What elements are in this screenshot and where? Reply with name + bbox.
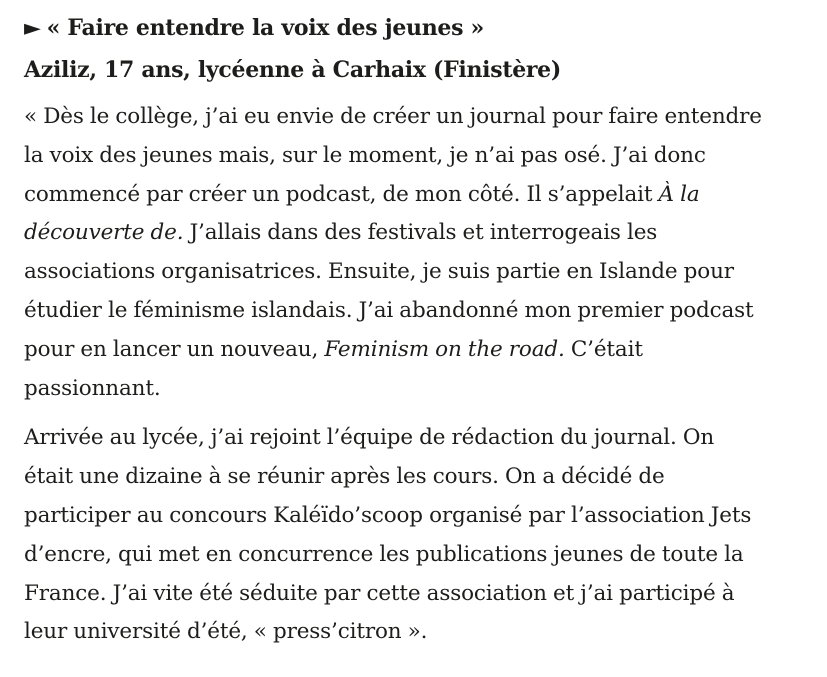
paragraph-2-line-1: Arrivée au lycée, j’ai rejoint l’équipe de rédaction du journal. On [24,425,715,451]
podcast-title-part-2: découverte de. [24,220,184,246]
paragraph-1-line-2: la voix des jeunes mais, sur le moment, je n’ai pas osé. J’ai donc [24,142,706,168]
paragraph-1-line-4-text: J’allais dans des festivals et interrogeais les [183,220,658,246]
paragraph-2-line-6: leur université d’été, « press’citron ». [24,619,428,645]
paragraph-1 [24,98,814,408]
paragraph-1-line-5: associations organisatrices. Ensuite, je suis partie en Islande pour [24,259,734,285]
section-heading [24,10,827,46]
podcast-title-part-1: À la [658,181,700,207]
paragraph-2-line-5: France. J’ai vite été séduite par cette association et j’ai participé à [24,580,735,606]
paragraph-1-line-7-text-a: pour en lancer un nouveau, [24,336,325,362]
second-podcast-title: Feminism on the road. [324,336,565,362]
paragraph-1-line-3-text: commencé par créer un podcast, de mon côté. Il s’appelait [24,181,659,207]
section-heading-text: « Faire entendre la voix des jeunes » [46,15,485,41]
paragraph-1-line-7 [24,331,814,370]
play-arrow-icon: ► [24,15,41,41]
paragraph-1-line-4 [24,214,814,253]
paragraph-2-line-3: participer au concours Kaléïdo’scoop organisé par l’association Jets [24,502,752,528]
paragraph-1-line-3 [24,176,814,215]
paragraph-2-line-2: était une dizaine à se réunir après les cours. On a décidé de [24,464,665,490]
paragraph-1-line-1: « Dès le collège, j’ai eu envie de créer un journal pour faire entendre [24,104,762,129]
paragraph-2-line-4: d’encre, qui met en concurrence les publications jeunes de toute la [24,541,744,567]
paragraph-1-line-6: étudier le féminisme islandais. J’ai abandonné mon premier podcast [24,297,754,323]
speaker-heading: Aziliz, 17 ans, lycéenne à Carhaix (Finistère) [24,57,561,83]
paragraph-1-line-8: passionnant. [24,375,161,401]
paragraph-2 [24,419,814,652]
paragraph-1-line-7-text-b: C’était [564,336,643,362]
